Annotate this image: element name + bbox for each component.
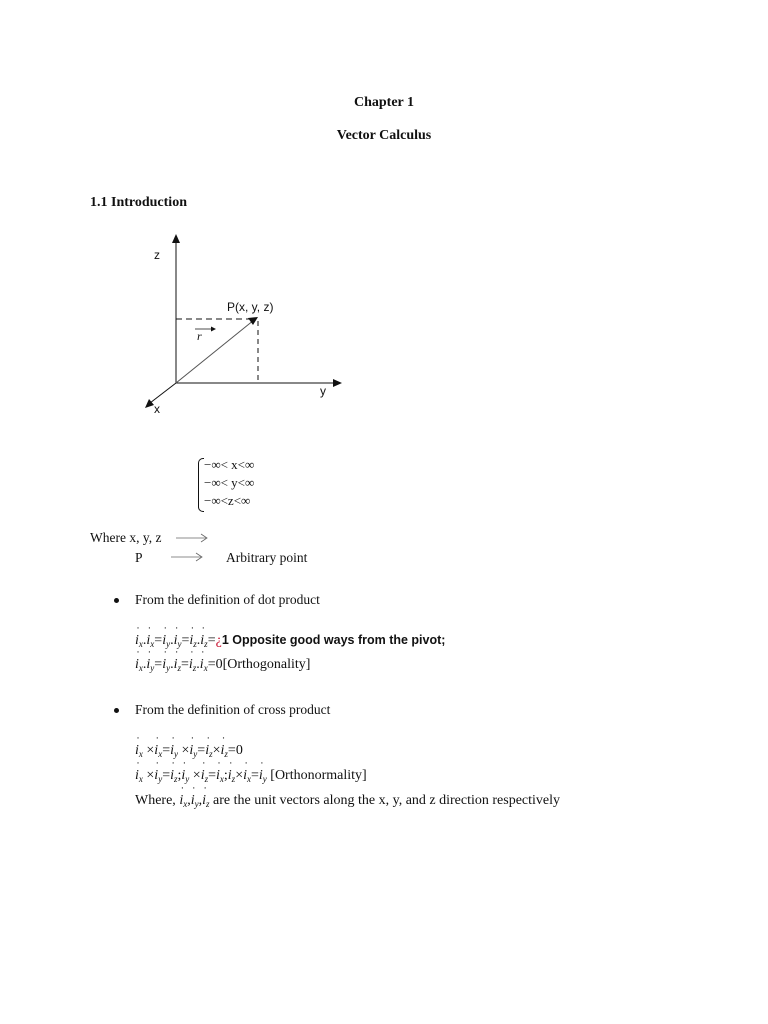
dot-product-eq2-text: 0[Orthogonality] xyxy=(215,657,311,672)
point-p-text: P xyxy=(135,550,143,565)
r-vector-arrowhead xyxy=(211,327,216,332)
y-axis-arrowhead xyxy=(333,379,342,387)
unit-vectors-note-suffix: are the unit vectors along the x, y, and z direction respectively xyxy=(213,793,561,808)
x-axis xyxy=(150,383,176,403)
section-heading: 1.1 Introduction xyxy=(90,195,187,210)
where-coordinates-text: Where x, y, z xyxy=(90,530,162,545)
unit-vectors-note: Where, ˙ $i_x,˙$ $i_y,˙$ $i_z$ are the unit vectors along the x, y, and z direction respectively xyxy=(135,793,560,809)
arrow-icon xyxy=(170,551,206,563)
position-vector-label: r xyxy=(197,329,202,343)
z-axis-arrowhead xyxy=(172,234,180,243)
x-axis-label: x xyxy=(154,402,160,416)
coordinate-system-diagram xyxy=(140,228,360,420)
dot-product-bullet-text: From the definition of dot product xyxy=(135,592,320,607)
bullet-marker xyxy=(114,598,119,603)
y-range: −∞< y<∞ xyxy=(204,475,255,490)
cross-product-equation-2: ˙ $i_x$ ×˙ $i_y=˙$ $i_z;˙$ $i_y$ ×˙ $i_z=˙$ $i_x;˙$ $i_z\times˙$ $i_x=˙$ $i_y$ [Orthonormality] xyxy=(135,768,367,784)
y-axis-label: y xyxy=(320,384,326,398)
chapter-title: Vector Calculus xyxy=(336,128,432,143)
dot-product-eq1-text: 1 Opposite good ways from the pivot; xyxy=(221,633,446,647)
chapter-number: Chapter 1 xyxy=(353,95,415,110)
cross-product-bullet-text: From the definition of cross product xyxy=(135,702,331,717)
cross-product-eq1-text: 0 xyxy=(235,743,243,758)
dot-product-equation-2: ˙ $i_x.˙$ $i_y=˙$ $i_y.˙$ $i_z=˙$ $i_z.˙$ $i_x=0[Orthogonality]$ xyxy=(135,657,310,673)
dot-product-eq1-red-glyph: ¿ xyxy=(215,633,222,648)
cross-product-equation-1: ˙ $i_x$ ×˙ $i_x=˙$ $i_y$ ×˙ $i_y=˙$ $i_z\times˙$ $i_z=0$ xyxy=(135,743,243,759)
x-range: −∞< x<∞ xyxy=(204,457,255,472)
arrow-icon xyxy=(175,532,211,544)
dot-product-equation-1: ˙ $i_x.˙$ $i_x=˙$ $i_y.˙$ $i_y=˙$ $i_z.˙$ $i_z=¿1$ Opposite good ways from the pivot; xyxy=(135,633,445,649)
z-range: −∞<z<∞ xyxy=(204,493,251,508)
point-p-label: P(x, y, z) xyxy=(227,300,274,314)
z-axis-label: z xyxy=(154,248,160,262)
cross-product-eq2-text: [Orthonormality] xyxy=(270,768,367,783)
arbitrary-point-text: Arbitrary point xyxy=(226,550,308,565)
unit-vectors-note-prefix: Where, xyxy=(135,793,176,808)
bullet-marker xyxy=(114,708,119,713)
